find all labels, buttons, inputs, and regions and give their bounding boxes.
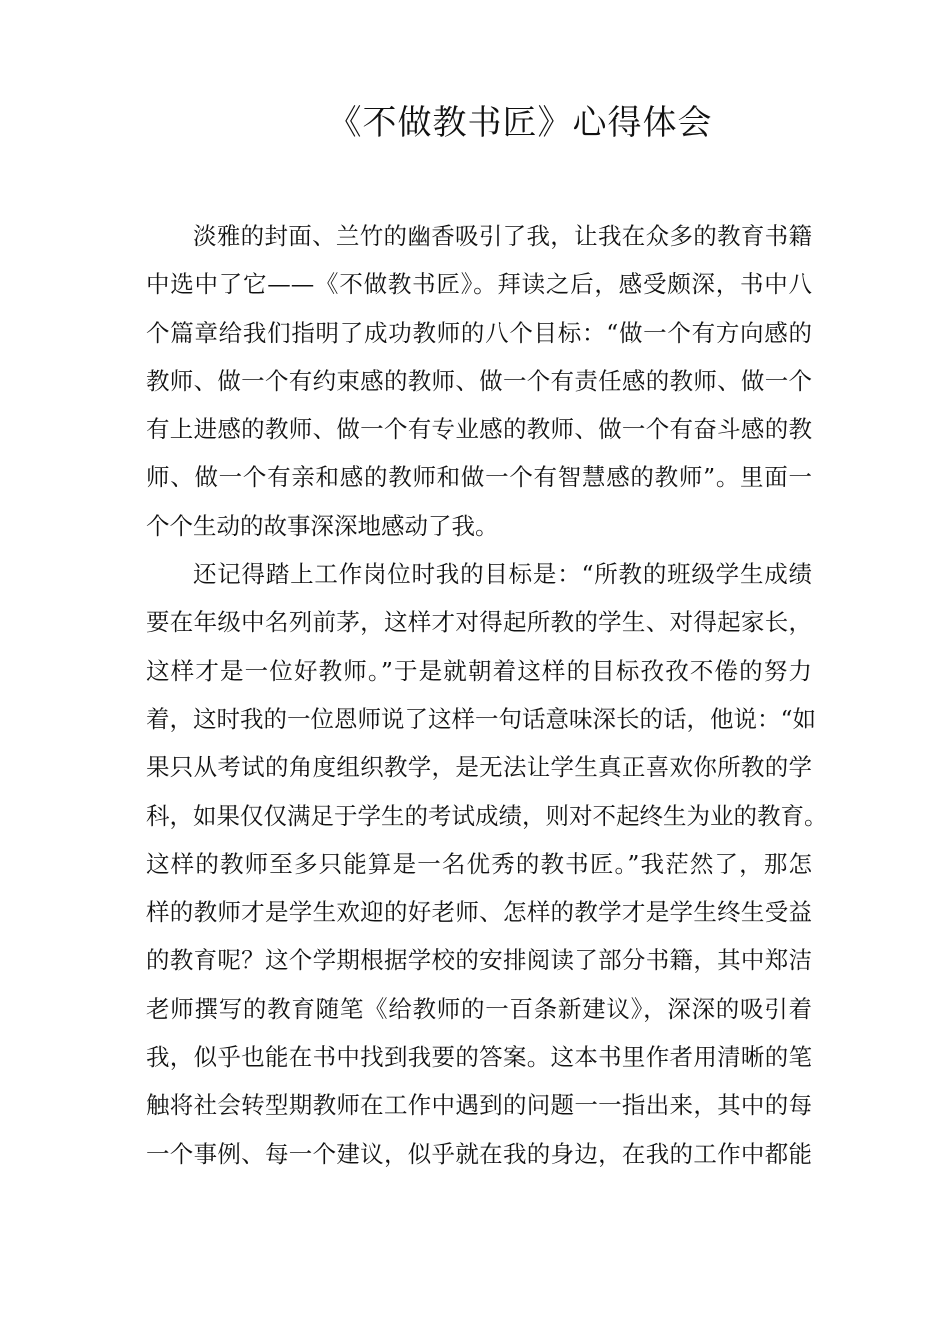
paragraph-1-line-6: 师、做一个有亲和感的教师和做一个有智慧感的教师”。里面一 xyxy=(146,463,812,492)
paragraph-2-line-2: 要在年级中名列前茅，这样才对得起所教的学生、对得起家长， xyxy=(146,608,812,637)
paragraph-1-line-7: 个个生动的故事深深地感动了我。 xyxy=(146,511,499,540)
document-body xyxy=(146,212,828,1178)
paragraph-1-line-2: 中选中了它——《不做教书匠》。拜读之后，感受颇深，书中八 xyxy=(146,270,812,299)
paragraph-2-line-1: 还记得踏上工作岗位时我的目标是：“所教的班级学生成绩 xyxy=(193,560,812,589)
paragraph-2-line-12: 触将社会转型期教师在工作中遇到的问题一一指出来，其中的每 xyxy=(146,1091,812,1120)
paragraph-2-line-13: 一个事例、每一个建议，似乎就在我的身边，在我的工作中都能 xyxy=(146,1139,812,1168)
paragraph-1-line-5: 有上进感的教师、做一个有专业感的教师、做一个有奋斗感的教 xyxy=(146,415,812,444)
paragraph-2-line-3: 这样才是一位好教师。”于是就朝着这样的目标孜孜不倦的努力 xyxy=(146,656,812,685)
paragraph-2-line-7: 这样的教师至多只能算是一名优秀的教书匠。”我茫然了，那怎 xyxy=(146,849,812,878)
paragraph-2-line-9: 的教育呢？这个学期根据学校的安排阅读了部分书籍，其中郑洁 xyxy=(146,946,812,975)
paragraph-1-line-3: 个篇章给我们指明了成功教师的八个目标：“做一个有方向感的 xyxy=(146,318,812,347)
paragraph-1-line-4: 教师、做一个有约束感的教师、做一个有责任感的教师、做一个 xyxy=(146,366,812,395)
paragraph-2-line-4: 着，这时我的一位恩师说了这样一句话意味深长的话，他说：“如 xyxy=(146,704,817,733)
paragraph-2-line-10: 老师撰写的教育随笔《给教师的一百条新建议》，深深的吸引着 xyxy=(146,994,812,1023)
paragraph-2-line-6: 科，如果仅仅满足于学生的考试成绩，则对不起终生为业的教育。 xyxy=(146,801,828,830)
paragraph-2-line-5: 果只从考试的角度组织教学，是无法让学生真正喜欢你所教的学 xyxy=(146,753,812,782)
document-title: 《不做教书匠》心得体会 xyxy=(327,103,713,143)
paragraph-2-line-11: 我，似乎也能在书中找到我要的答案。这本书里作者用清晰的笔 xyxy=(146,1043,812,1072)
paragraph-2-line-8: 样的教师才是学生欢迎的好老师、怎样的教学才是学生终生受益 xyxy=(146,898,812,927)
paragraph-1-line-1: 淡雅的封面、兰竹的幽香吸引了我，让我在众多的教育书籍 xyxy=(193,222,812,250)
